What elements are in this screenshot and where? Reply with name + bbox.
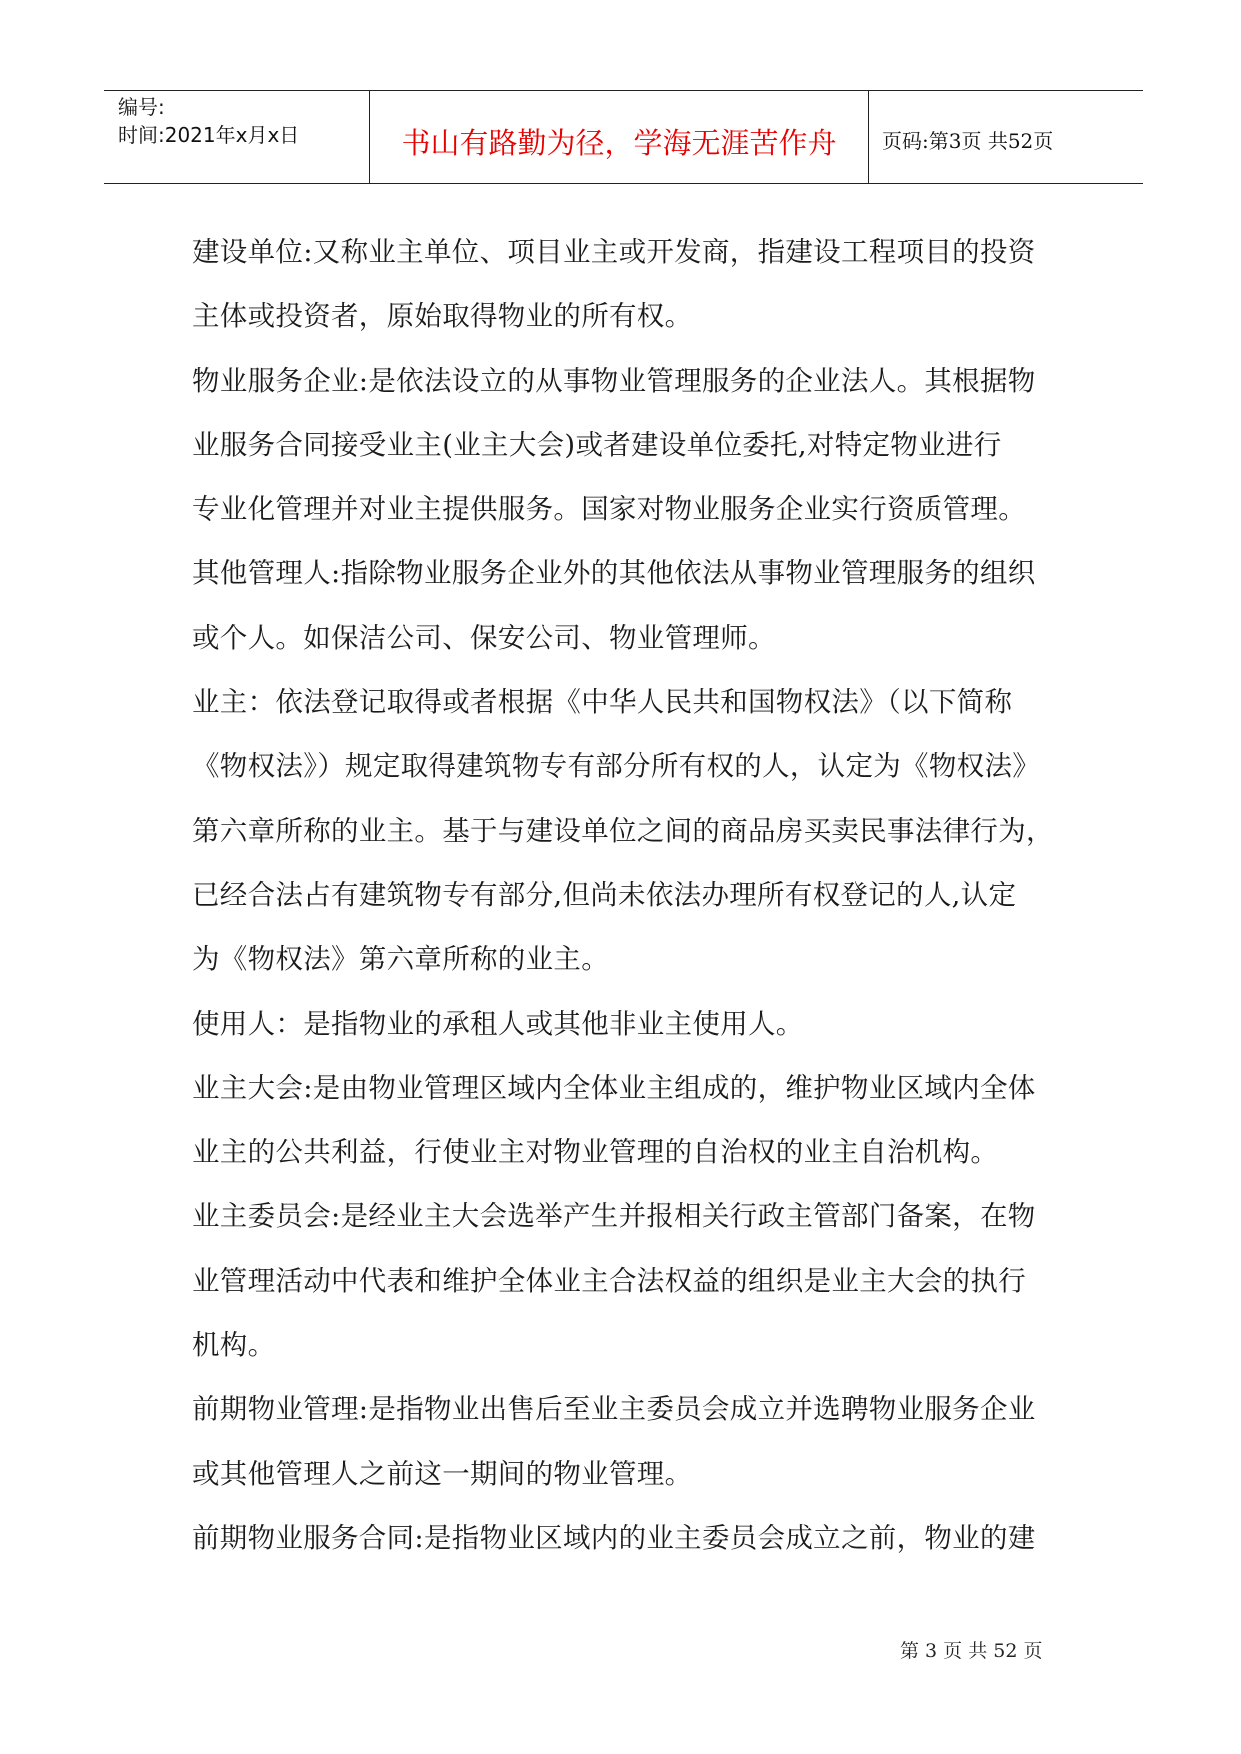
body-paragraph (192, 1506, 1092, 1570)
paragraph-line: 业管理活动中代表和维护全体业主合法权益的组织是业主大会的执行 (192, 1264, 1026, 1297)
paragraph-line: 主体或投资者，原始取得物业的所有权。 (192, 300, 693, 333)
header-meta-cell (104, 91, 369, 183)
paragraph-line: 机构。 (192, 1329, 276, 1362)
paragraph-line: 前期物业服务合同:是指物业区域内的业主委员会成立之前，物业的建 (192, 1521, 1036, 1554)
paragraph-line: 使用人：是指物业的承租人或其他非业主使用人。 (192, 1007, 804, 1040)
paragraph-line: 业主的公共利益，行使业主对物业管理的自治权的业主自治机构。 (192, 1136, 999, 1169)
paragraph-line: 前期物业管理:是指物业出售后至业主委员会成立并选聘物业服务企业 (192, 1393, 1036, 1426)
paragraph-line: 为《物权法》第六章所称的业主。 (192, 943, 609, 976)
header-page-cell (869, 91, 1143, 183)
body-paragraph (192, 670, 1092, 991)
body-paragraph (192, 1184, 1092, 1377)
body-paragraph (192, 1377, 1092, 1506)
header-motto: 书山有路勤为径，学海无涯苦作舟 (401, 126, 837, 160)
paragraph-line: 业服务合同接受业主(业主大会)或者建设单位委托,对特定物业进行 (192, 428, 1002, 461)
page-header (104, 90, 1143, 184)
body-paragraph (192, 541, 1092, 670)
doc-number-label: 编号: (118, 95, 165, 119)
body-paragraph (192, 1056, 1092, 1185)
document-body (192, 220, 1092, 1570)
body-paragraph (192, 220, 1092, 349)
paragraph-line: 或个人。如保洁公司、保安公司、物业管理师。 (192, 621, 776, 654)
paragraph-line: 或其他管理人之前这一期间的物业管理。 (192, 1457, 693, 1490)
body-paragraph (192, 992, 1092, 1056)
paragraph-line: 业主：依法登记取得或者根据《中华人民共和国物权法》（以下简称 (192, 686, 1013, 719)
paragraph-line: 其他管理人:指除物业服务企业外的其他依法从事物业管理服务的组织 (192, 557, 1036, 590)
paragraph-line: 物业服务企业:是依法设立的从事物业管理服务的企业法人。其根据物 (192, 364, 1036, 397)
paragraph-line: 业主委员会:是经业主大会选举产生并报相关行政主管部门备案，在物 (192, 1200, 1036, 1233)
header-page-info: 页码:第3页 共52页 (882, 129, 1054, 153)
paragraph-line: 已经合法占有建筑物专有部分,但尚未依法办理所有权登记的人,认定 (192, 878, 1017, 911)
paragraph-line: 专业化管理并对业主提供服务。国家对物业服务企业实行资质管理。 (192, 493, 1026, 526)
doc-time-label: 时间:2021年x月x日 (118, 123, 300, 147)
paragraph-line: 第六章所称的业主。基于与建设单位之间的商品房买卖民事法律行为， (192, 814, 1054, 847)
paragraph-line: 业主大会:是由物业管理区域内全体业主组成的，维护物业区域内全体 (192, 1071, 1036, 1104)
body-paragraph (192, 349, 1092, 542)
page-footer: 第 3 页 共 52 页 (900, 1640, 1043, 1662)
paragraph-line: 建设单位:又称业主单位、项目业主或开发商，指建设工程项目的投资 (192, 236, 1036, 268)
paragraph-line: 《物权法》）规定取得建筑物专有部分所有权的人，认定为《物权法》 (192, 750, 1041, 783)
header-motto-cell (369, 91, 869, 183)
